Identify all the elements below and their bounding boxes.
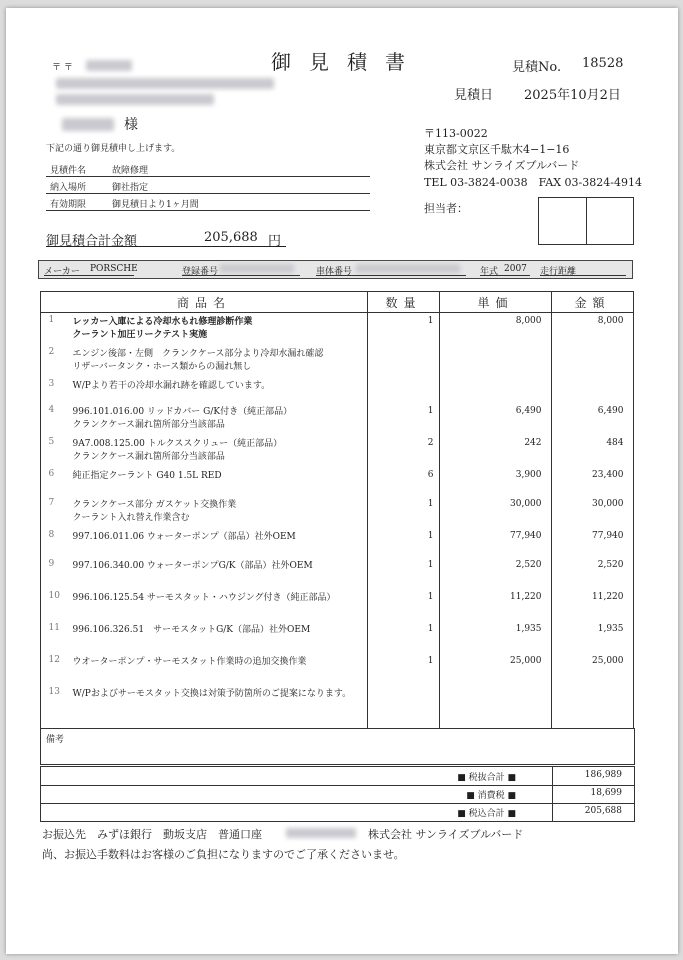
item-quantity: 2 bbox=[427, 437, 434, 448]
vehicle-year-label: 年式 bbox=[480, 267, 499, 277]
item-unit-price bbox=[440, 685, 552, 715]
item-line: クーラント加圧リークテスト実施 bbox=[72, 330, 208, 340]
company-postal: 〒113-0022 bbox=[424, 127, 488, 140]
quote-document bbox=[6, 8, 678, 954]
vehicle-year: 2007 bbox=[504, 264, 527, 274]
vehicle-mileage-label: 走行距離 bbox=[540, 267, 577, 277]
info-label-validity: 有効期限 bbox=[50, 200, 87, 210]
stamp-box bbox=[538, 197, 634, 245]
item-quantity: 1 bbox=[427, 316, 434, 326]
item-number: 9 bbox=[48, 558, 55, 569]
item-unit-price: 1,935 bbox=[515, 623, 542, 634]
bank-account-holder: 株式会社 サンライズブルバード bbox=[368, 828, 524, 841]
table-row bbox=[41, 685, 634, 715]
vehicle-maker-label: メーカー bbox=[44, 267, 80, 277]
item-description bbox=[41, 496, 368, 528]
item-line: リザーバータンク・ホース類からの漏れ無し bbox=[72, 361, 252, 372]
item-amount bbox=[552, 377, 634, 403]
item-unit-price: 242 bbox=[524, 437, 542, 448]
item-quantity: 1 bbox=[427, 530, 434, 541]
customer-honorific: 様 bbox=[124, 117, 138, 133]
item-quantity: 1 bbox=[427, 559, 434, 570]
item-amount: 30,000 bbox=[592, 498, 624, 509]
item-number: 11 bbox=[48, 622, 60, 633]
item-number: 12 bbox=[48, 654, 60, 665]
table-row bbox=[41, 496, 634, 528]
item-line: クーラント入れ替え作業含む bbox=[72, 512, 190, 523]
item-line: 997.106.011.06 ウォーターポンプ（部品）社外OEM bbox=[72, 531, 296, 542]
document-title: 御見積書 bbox=[271, 50, 423, 74]
item-number: 5 bbox=[48, 436, 55, 447]
grand-total-label: ■ 税込合計 ■ bbox=[457, 809, 516, 819]
info-label-delivery: 納入場所 bbox=[50, 183, 87, 193]
item-number: 7 bbox=[48, 497, 55, 508]
redacted-customer-name bbox=[62, 118, 114, 131]
header-quantity: 数量 bbox=[368, 292, 440, 313]
item-description bbox=[41, 653, 368, 685]
item-unit-price: 30,000 bbox=[510, 498, 542, 509]
customer-postal-mark: 〒 〒 bbox=[52, 63, 73, 73]
item-unit-price: 3,900 bbox=[515, 469, 542, 480]
item-amount: 25,000 bbox=[592, 655, 624, 666]
vehicle-chassis-label: 車体番号 bbox=[316, 267, 353, 277]
grand-total-value: 205,688 bbox=[584, 806, 622, 816]
item-unit-price: 2,520 bbox=[515, 559, 542, 570]
tax-label: ■ 消費税 ■ bbox=[466, 791, 516, 801]
quote-number-label: 見積No. bbox=[512, 60, 562, 75]
item-number: 1 bbox=[48, 315, 55, 325]
quote-date-label: 見積日 bbox=[454, 88, 494, 103]
item-quantity: 1 bbox=[427, 655, 434, 666]
item-amount: 77,940 bbox=[592, 530, 624, 541]
item-unit-price: 8,000 bbox=[515, 316, 542, 326]
redacted-account-number bbox=[286, 828, 356, 838]
intro-text: 下記の通り御見積申し上げます。 bbox=[46, 144, 181, 154]
remarks-label: 備考 bbox=[46, 735, 65, 745]
redacted-postal-code bbox=[86, 60, 132, 71]
table-row bbox=[41, 653, 634, 685]
table-row bbox=[41, 557, 634, 589]
transfer-fee-note: 尚、お振込手数料はお客様のご負担になりますのでご了承くださいませ。 bbox=[42, 848, 405, 861]
quote-number: 18528 bbox=[582, 56, 624, 71]
item-number: 4 bbox=[48, 404, 55, 415]
item-amount: 23,400 bbox=[592, 469, 624, 480]
table-row bbox=[41, 621, 634, 653]
info-value-delivery: 御社指定 bbox=[112, 183, 149, 193]
item-line: 997.106.340.00 ウォーターポンプG/K（部品）社外OEM bbox=[72, 560, 313, 571]
item-number: 2 bbox=[48, 346, 55, 357]
item-line: エンジン後部・左側 クランクケース部分より冷却水漏れ確認 bbox=[72, 348, 324, 359]
quote-date: 2025年10月2日 bbox=[524, 88, 621, 103]
table-row bbox=[41, 345, 634, 377]
redacted-customer-address-2 bbox=[56, 94, 214, 105]
item-line: 純正指定クーラント G40 1.5L RED bbox=[72, 470, 222, 481]
item-amount bbox=[552, 345, 634, 377]
table-row bbox=[41, 435, 634, 467]
bank-info: お振込先 みずほ銀行 動坂支店 普通口座 bbox=[42, 828, 262, 841]
item-quantity: 1 bbox=[427, 623, 434, 634]
subtotal-label: ■ 税抜合計 ■ bbox=[457, 773, 516, 783]
item-description bbox=[41, 685, 368, 715]
item-line: 9A7.008.125.00 トルクススクリュー（純正部品） bbox=[72, 438, 283, 449]
info-label-subject: 見積件名 bbox=[50, 166, 87, 176]
redacted-customer-address bbox=[56, 78, 274, 89]
item-amount: 484 bbox=[606, 437, 624, 448]
tax-value: 18,699 bbox=[590, 788, 622, 798]
item-number: 8 bbox=[48, 529, 55, 540]
company-address: 東京都文京区千駄木4−1−16 bbox=[424, 143, 570, 156]
header-unit-price: 単価 bbox=[440, 292, 552, 313]
item-number: 13 bbox=[48, 686, 60, 697]
item-unit-price: 77,940 bbox=[510, 530, 542, 541]
vehicle-reg-label: 登録番号 bbox=[182, 267, 219, 277]
table-row bbox=[41, 403, 634, 435]
company-tel-fax: TEL 03-3824-0038 FAX 03-3824-4914 bbox=[424, 176, 642, 189]
header-amount: 金額 bbox=[552, 292, 634, 313]
item-quantity bbox=[368, 685, 440, 715]
item-line: クランクケース部分 ガスケット交換作業 bbox=[72, 499, 237, 510]
item-line: 996.101.016.00 リッドカバー G/K付き（純正部品） bbox=[72, 406, 293, 417]
item-line: クランクケース漏れ箇所部分当該部品 bbox=[72, 451, 225, 462]
item-description bbox=[41, 528, 368, 557]
item-amount bbox=[552, 685, 634, 715]
subtotal-value: 186,989 bbox=[584, 770, 622, 780]
item-description bbox=[41, 313, 368, 345]
item-amount: 11,220 bbox=[592, 591, 624, 602]
item-description bbox=[41, 377, 368, 403]
vehicle-maker: PORSCHE bbox=[90, 264, 138, 274]
item-line: W/Pより若干の冷却水漏れ跡を確認しています。 bbox=[72, 380, 271, 391]
item-amount: 8,000 bbox=[597, 316, 624, 326]
item-unit-price: 25,000 bbox=[510, 655, 542, 666]
item-quantity: 1 bbox=[427, 498, 434, 509]
item-number: 6 bbox=[48, 468, 55, 479]
item-description bbox=[41, 345, 368, 377]
item-unit-price bbox=[440, 345, 552, 377]
table-row bbox=[41, 589, 634, 621]
item-quantity: 1 bbox=[427, 591, 434, 602]
redacted-chassis-number bbox=[356, 264, 460, 273]
item-quantity bbox=[368, 345, 440, 377]
table-row bbox=[41, 528, 634, 557]
item-quantity bbox=[368, 377, 440, 403]
item-line: ウオーターポンプ・サーモスタット作業時の追加交換作業 bbox=[72, 656, 307, 667]
table-row bbox=[41, 313, 634, 345]
total-label: 御見積合計金額 bbox=[46, 234, 138, 249]
item-line: レッカー入庫による冷却水もれ修理診断作業 bbox=[72, 317, 253, 327]
item-quantity: 6 bbox=[427, 469, 434, 480]
item-line: 996.106.326.51 サーモスタットG/K（部品）社外OEM bbox=[72, 624, 311, 635]
item-unit-price: 11,220 bbox=[510, 591, 542, 602]
total-unit: 円 bbox=[268, 234, 282, 249]
item-unit-price bbox=[440, 377, 552, 403]
info-value-subject: 故障修理 bbox=[112, 166, 149, 176]
item-amount: 2,520 bbox=[597, 559, 624, 570]
staff-label: 担当者： bbox=[424, 202, 468, 215]
table-row bbox=[41, 467, 634, 496]
item-number: 10 bbox=[48, 590, 60, 601]
item-description bbox=[41, 467, 368, 496]
info-value-validity: 御見積日より1ヶ月間 bbox=[112, 200, 199, 210]
item-description bbox=[41, 621, 368, 653]
item-number: 3 bbox=[48, 378, 55, 389]
item-line: 996.106.125.54 サーモスタット・ハウジング付き（純正部品） bbox=[72, 592, 336, 603]
item-amount: 1,935 bbox=[597, 623, 624, 634]
item-description bbox=[41, 435, 368, 467]
header-product-name: 商品名 bbox=[41, 292, 368, 313]
item-description bbox=[41, 403, 368, 435]
redacted-reg-number bbox=[220, 264, 294, 273]
item-unit-price: 6,490 bbox=[515, 405, 542, 416]
item-amount: 6,490 bbox=[597, 405, 624, 416]
item-line: W/Pおよびサーモスタット交換は対策予防箇所のご提案になります。 bbox=[72, 688, 352, 699]
table-row bbox=[41, 377, 634, 403]
total-amount: 205,688 bbox=[204, 230, 258, 245]
item-description bbox=[41, 557, 368, 589]
company-name: 株式会社 サンライズブルバード bbox=[424, 159, 580, 172]
item-line: クランクケース漏れ箇所部分当該部品 bbox=[72, 419, 225, 430]
items-table bbox=[40, 291, 634, 715]
item-description bbox=[41, 589, 368, 621]
item-quantity: 1 bbox=[427, 405, 434, 416]
remarks-box bbox=[40, 728, 635, 765]
